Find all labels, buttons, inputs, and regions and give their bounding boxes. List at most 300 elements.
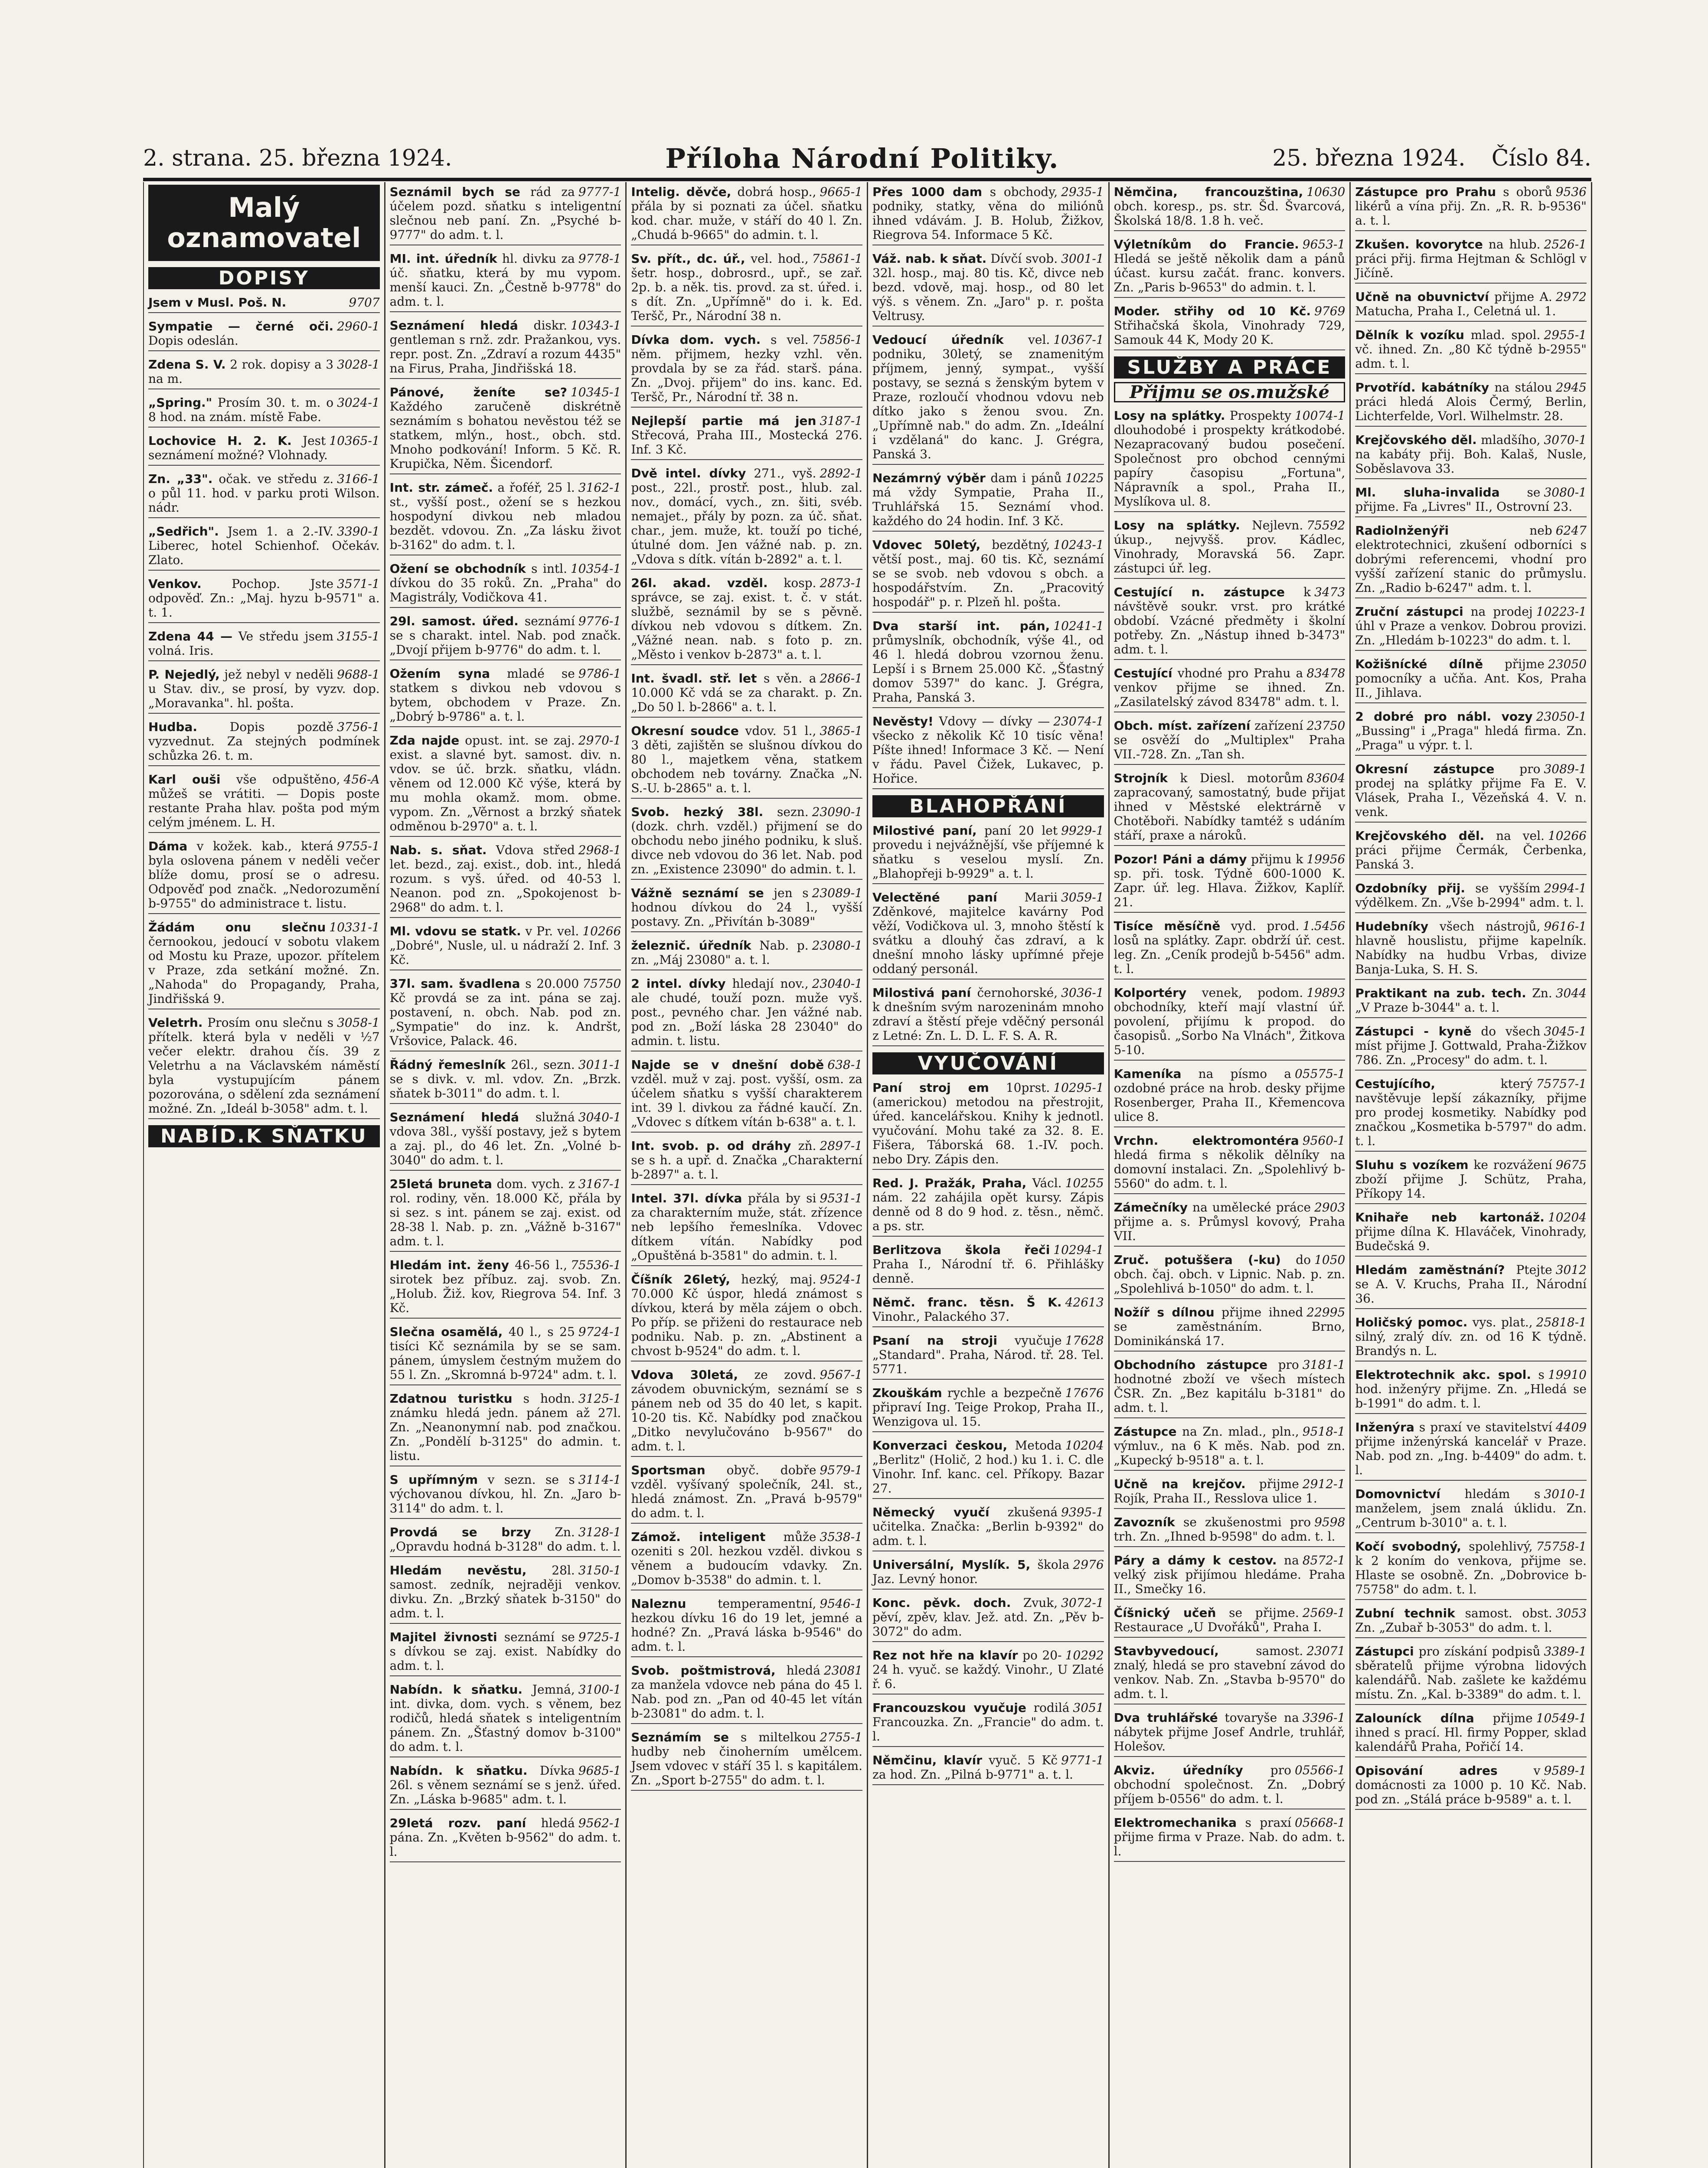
- ad-text: na umělecké práce přijme a. s. Průmysl kovový, Praha VII.: [1114, 1200, 1345, 1243]
- ad-heading: Int. str. zámeč.: [389, 480, 493, 495]
- classified-ad: [390, 562, 621, 608]
- ad-text: „Bussing" i „Praga" hledá firma. Zn. „Praga" u výpr. t. l.: [1355, 724, 1587, 752]
- classified-ad: [390, 1682, 621, 1757]
- ad-number: 9579-1: [820, 1463, 862, 1477]
- ad-separator: [1355, 1704, 1587, 1705]
- classified-ad: [1114, 852, 1345, 913]
- ad-heading: Číšnický učeň: [1114, 1606, 1216, 1620]
- classified-ad: [1355, 709, 1587, 756]
- ad-number: 10204: [1548, 1210, 1587, 1224]
- ad-heading: Seznámení hledá: [389, 318, 518, 333]
- ad-number: 10255: [1065, 1176, 1104, 1190]
- ad-text: zkušená učitelka. Značka: „Berlin b-9392" do adm. t. l.: [872, 1505, 1104, 1548]
- ad-number: 9536: [1555, 185, 1587, 199]
- ad-text: se přijme. Fa „Livres" II., Ostrovní 23.: [1355, 485, 1573, 514]
- section-vyucovani: VYUČOVÁNÍ: [872, 1052, 1104, 1074]
- ad-number: 10367-1: [1053, 333, 1104, 347]
- ad-text: 271., vyš. post., 22l., prostř. post., hlub. zal. nov., domácí, vych., zn. šiti, svéb. nemajet., přály by pozn. za úč. sňat. char., jem. muže, kt. touží po tiché, útulné dom. Jen vážné nab. p. zn. „Vdova s dítk. vítán b-2892" a. t. l.: [631, 466, 862, 566]
- ad-heading: Lochovice H. 2. K.: [148, 434, 292, 448]
- ad-text: vyučuje „Standard". Praha, Národ. tř. 28. Tel. 5771.: [872, 1333, 1104, 1376]
- classified-ad: [1355, 380, 1587, 427]
- classified-ad: [390, 251, 621, 312]
- classified-ad: [631, 805, 862, 880]
- classified-ad: [631, 1730, 862, 1791]
- classified-ad: [872, 1648, 1104, 1695]
- ad-separator: [872, 788, 1104, 789]
- ad-number: 9786-1: [578, 666, 621, 681]
- classified-ad: [148, 720, 380, 766]
- ad-heading: 26l. akad. vzděl.: [631, 576, 768, 590]
- classified-ad: [872, 333, 1104, 465]
- ad-text: s 20.000 Kč provdá se za int. pána se zaj. postavení, n. obch. Nab. pod zn. „Sympatie" do inz. k. Andršt, Vršovice, Palack. 46.: [389, 976, 621, 1048]
- ad-text: s hodn. známku hledá jedn. pánem až 27l. Zn. „Neanonymní nab. pod značkou. Zn. „Pondělí b-3125" do admin. t. listu.: [389, 1391, 621, 1463]
- ad-heading: Dělník k vozíku: [1355, 328, 1464, 342]
- classified-ad: [1114, 1067, 1345, 1127]
- ad-text: hledá firma s několik dělníky na domovní instalaci. Zn. „Spolehlivý b-5560" do adm. t. l.: [1114, 1148, 1345, 1191]
- classified-ad: [1355, 328, 1587, 374]
- ad-heading: Losy na splátky.: [1114, 408, 1225, 423]
- ad-heading: Sv. přít., dc. úř.,: [631, 251, 745, 266]
- ad-heading: Přes 1000 dam: [872, 185, 983, 199]
- ad-heading: Zdena S. V.: [148, 357, 226, 372]
- ad-text: s praxí přijme firma v Praze. Nab. do adm. t. l.: [1114, 1815, 1345, 1858]
- ad-text: přijme pomocníky a učňa. Ant. Kos, Praha II., Jihlava.: [1355, 657, 1587, 700]
- ad-number: 10331-1: [329, 920, 380, 934]
- ad-heading: Zubní technik: [1355, 1606, 1455, 1620]
- ad-heading: Zástupce: [1114, 1424, 1177, 1439]
- ad-heading: Akviz. úředníky: [1114, 1763, 1243, 1777]
- ad-text: k návštěvě soukr. vrst. pro krátké období. Vzácné předměty i školní potřeby. Zn. „Nástup ihned b-3473" adm. t. l.: [1114, 585, 1345, 656]
- classified-ad: [148, 524, 380, 571]
- ad-separator: [1114, 1637, 1345, 1638]
- ad-text: k Diesl. motorům zapracovaný, samostatný, bude přijat ihned v Městské elektrárně v Chotěboři. Nabídky tamtéž s udáním stáří, praxe a nároků.: [1114, 771, 1345, 842]
- ad-separator: [390, 311, 621, 312]
- ad-number: 2755-1: [820, 1730, 862, 1744]
- ad-text: vyd. prod. losů na splátky. Zapr. obdrží úř. cest. leg. Zn. „Ceník prodejů b-5456" adm. t. l.: [1114, 919, 1345, 976]
- ad-number: 23090-1: [812, 805, 862, 819]
- ad-heading: Knihaře neb kartonáž.: [1355, 1210, 1545, 1224]
- ad-number: 23089-1: [812, 886, 862, 900]
- ad-separator: [1355, 1637, 1587, 1638]
- ad-number: 3028-1: [337, 357, 380, 372]
- classified-ad: [631, 1663, 862, 1724]
- ad-number: 23071: [1306, 1644, 1345, 1658]
- ad-separator: [148, 622, 380, 623]
- ad-separator: [148, 660, 380, 661]
- ad-text: Zn. „Opravdu hodná b-3128" do adm. t. l.: [389, 1525, 621, 1554]
- ad-number: 10266: [582, 924, 621, 938]
- ad-separator: [1114, 1351, 1345, 1352]
- ad-number: 9685-1: [578, 1763, 621, 1778]
- ad-text: se zkušenostmi pro trh. Zn. „Ihned b-9598" do adm. t. l.: [1114, 1515, 1336, 1544]
- ad-heading: Učně na obuvnictví: [1355, 290, 1489, 304]
- classified-ad: [872, 619, 1104, 708]
- ad-number: 9598: [1314, 1515, 1345, 1529]
- ad-heading: Milostivá paní: [872, 986, 971, 1000]
- ad-separator: [872, 1589, 1104, 1590]
- classified-ad: [390, 1177, 621, 1252]
- ad-number: 2526-1: [1544, 237, 1587, 251]
- ad-text: Zn. „V Praze b-3044" a. t. l.: [1355, 986, 1552, 1015]
- classified-ad: [1355, 1263, 1587, 1309]
- classified-ad: [1114, 1200, 1345, 1247]
- classified-ad: [631, 1272, 862, 1362]
- ad-separator: [390, 1103, 621, 1104]
- ad-heading: Krejčovského děl.: [1355, 829, 1485, 843]
- ad-heading: Číšník 26letý,: [631, 1272, 730, 1286]
- classified-ad: [631, 1597, 862, 1657]
- ad-separator: [148, 570, 380, 571]
- ad-separator: [390, 836, 621, 837]
- ad-separator: [872, 326, 1104, 327]
- ad-text: s věn. a 10.000 Kč vdá se za charakt. p. Zn. „Do 50 l. b-2866" a. t. l.: [631, 671, 862, 714]
- ad-text: Vdovy — dívky — všecko z několik Kč 10 tisíc věna! Píšte ihned! Informace 3 Kč. — Není v řádu. Pavel Čižek, Lukavec, p. Hořice.: [872, 714, 1104, 786]
- ad-text: kosp. správce, se zaj. exist. t. č. v stát. službě, seznámil by se s pěvně. dívkou neb vdovou s dítkem. Zn. „Vážné nean. nab. s foto p. zn. „Město i venkov b-2873" a. t. l.: [631, 576, 862, 662]
- ad-heading: Ozdobníky přij.: [1355, 881, 1465, 895]
- ad-number: 9560-1: [1302, 1133, 1345, 1148]
- ad-heading: Psaní na stroji: [872, 1333, 997, 1348]
- ad-heading: Hudba.: [148, 720, 197, 734]
- ad-separator: [1114, 349, 1345, 350]
- ad-separator: [631, 1790, 862, 1791]
- ad-separator: [148, 312, 380, 313]
- ad-text: zařízení se osvěží do „Multiplex" Praha VII.-728. Zn. „Tan sh.: [1114, 718, 1345, 761]
- ad-separator: [1114, 912, 1345, 913]
- ad-separator: [1114, 1417, 1345, 1418]
- ad-number: 17676: [1065, 1386, 1104, 1400]
- column-1: [144, 182, 385, 2168]
- classified-ad: [631, 1191, 862, 1266]
- ad-text: Zvuk, pěví, zpěv, klav. Jež. atd. Zn. „Pěv b-3072" do adm.: [872, 1596, 1104, 1639]
- ad-heading: Int. svob. p. od dráhy: [631, 1139, 791, 1153]
- ad-heading: Ml. vdovu se statk.: [389, 924, 521, 938]
- section-blahopreni: BLAHOPŘÁNÍ: [872, 795, 1104, 817]
- ad-number: 05566-1: [1294, 1763, 1345, 1777]
- ad-separator: [631, 569, 862, 570]
- classified-ad: [390, 1058, 621, 1104]
- ad-text: přijmu k sp. při. tosk. Týdně 600-1000 K. Zapr. úř. leg. Hlava. Žižkov, Kaplíř. 21.: [1114, 852, 1345, 909]
- ad-heading: 25letá bruneta: [389, 1177, 492, 1191]
- ad-text: vše odpuštěno, můžeš se vrátiti. — Dopis poste restante Praha hlav. pošta pod mým celým jménem. L. H.: [148, 772, 380, 829]
- ad-text: samost. obst. Zn. „Zubař b-3053" do adm. t. l.: [1355, 1606, 1552, 1635]
- ad-heading: Dívka dom. vych.: [631, 333, 761, 347]
- ad-separator: [872, 1641, 1104, 1642]
- classified-ad: [390, 924, 621, 970]
- ad-number: 3040-1: [578, 1110, 621, 1124]
- ad-separator: [390, 378, 621, 379]
- ad-number: 17628: [1065, 1333, 1104, 1348]
- ad-text: Prospekty dlouhodobé i prospekty krátkodobé. Nezapracovaný budou posečení. Společnost pro obchod cennými papíry časopisu „Fortuna", Nápravník a spol., Praha II., Myslíkova ul. 8.: [1114, 408, 1345, 509]
- ad-text: černookou, jedoucí v sobotu vlakem od Mostu ku Praze, upozor. přítelem v Praze, zda setkání možné. Zn. „Nahoda" do Propagandy, Praha, Jindřišská 9.: [148, 934, 380, 1006]
- classified-ad: [872, 251, 1104, 327]
- ad-text: spolehlivý, k 2 koním do venkova, přijme se. Hlaste se osobně. Zn. „Dobrovice b-75758" do adm. t. l.: [1355, 1539, 1587, 1597]
- ad-number: 3128-1: [578, 1525, 621, 1539]
- ad-separator: [1355, 230, 1587, 231]
- ad-number: 3051: [1073, 1701, 1104, 1715]
- ad-heading: Holičský pomoc.: [1355, 1315, 1468, 1329]
- ad-text: mladé se statkem s divkou neb vdovou s bytem, obchodem v Praze. Zn. „Dobrý b-9786" a. t. l.: [389, 666, 621, 724]
- classified-ad: [390, 1391, 621, 1466]
- ad-separator: [390, 1623, 621, 1624]
- ad-separator: [1114, 979, 1345, 980]
- ad-text: hledá pána. Zn. „Květen b-9562" do adm. t. l.: [389, 1816, 621, 1859]
- ad-heading: Hledám zaměstnání?: [1355, 1263, 1505, 1277]
- ad-heading: Intelig. děvče,: [631, 185, 732, 199]
- ad-heading: Německý vyučí: [872, 1505, 990, 1519]
- ad-heading: Inženýra: [1355, 1420, 1414, 1434]
- classified-ad: [148, 395, 380, 428]
- ad-separator: [1355, 283, 1587, 284]
- ad-number: 9546-1: [820, 1597, 862, 1611]
- ad-separator: [1355, 1809, 1587, 1810]
- ad-number: 05668-1: [1294, 1815, 1345, 1830]
- ad-number: 9724-1: [578, 1325, 621, 1339]
- ad-text: Metoda „Berlitz" (Holič, 2 hod.) ku 1. i. C. dle Vinohr. Inf. kanc. cel. Příkopy. Bazar 27.: [872, 1438, 1104, 1495]
- ad-number: 3473: [1314, 585, 1345, 599]
- ad-heading: Vdovec 50letý,: [872, 538, 981, 552]
- ad-number: 10204: [1065, 1438, 1104, 1453]
- ad-number: 2873-1: [820, 576, 862, 590]
- classified-ad: [631, 466, 862, 570]
- ad-number: 2970-1: [578, 733, 621, 748]
- classified-ad: [148, 920, 380, 1009]
- ad-heading: Konverzaci českou,: [872, 1438, 1008, 1453]
- classified-ad: [872, 1243, 1104, 1289]
- ad-number: 9524-1: [820, 1272, 862, 1286]
- ad-number: 2994-1: [1544, 881, 1587, 895]
- ad-heading: Okresní soudce: [631, 724, 739, 738]
- ad-number: 9665-1: [820, 185, 862, 199]
- ad-heading: Kožišnícké dílně: [1355, 657, 1483, 671]
- classified-ad: [872, 714, 1104, 789]
- ad-number: 23081: [823, 1663, 862, 1678]
- ad-separator: [390, 1861, 621, 1862]
- ad-heading: Krejčovského děl.: [1355, 433, 1477, 447]
- ad-separator: [872, 1288, 1104, 1289]
- ad-text: na hlub. práci přij. firma Hejtman & Schlögl v Jičíně.: [1355, 237, 1587, 280]
- ad-heading: 29letá rozv. paní: [389, 1816, 526, 1830]
- ad-separator: [872, 612, 1104, 613]
- ad-heading: Zámečníky: [1114, 1200, 1188, 1215]
- ad-heading: Majitel živnosti: [389, 1630, 497, 1644]
- ad-text: mladšího, na kabáty přij. Boh. Kalaš, Nusle, Soběslavova 33.: [1355, 433, 1587, 476]
- ad-number: 1.5456: [1303, 919, 1345, 933]
- ad-separator: [872, 979, 1104, 980]
- ad-heading: 2 dobré pro nábl. vozy: [1355, 709, 1533, 724]
- ad-separator: [148, 913, 380, 914]
- ad-number: 3187-1: [820, 414, 862, 428]
- ad-number: 10354-1: [570, 562, 621, 576]
- classified-ad: [631, 1463, 862, 1524]
- classified-ad: [631, 251, 862, 327]
- ad-heading: Dáma: [148, 839, 188, 853]
- ad-heading: Tisíce měsíčně: [1114, 919, 1221, 933]
- classified-ad: [1355, 657, 1587, 703]
- ad-heading: Sluhu s vozíkem: [1355, 1158, 1469, 1172]
- classified-ad: [631, 576, 862, 665]
- ad-separator: [1355, 1361, 1587, 1362]
- classified-ad: [148, 1015, 380, 1119]
- ad-separator: [1355, 1413, 1587, 1414]
- ad-text: hledám s manželem, jsem znalá úklidu. Zn. „Centrum b-3010" a. t. l.: [1355, 1487, 1587, 1530]
- ad-number: 2903: [1314, 1200, 1345, 1215]
- classified-ad: [1355, 1711, 1587, 1757]
- ad-separator: [148, 350, 380, 351]
- ad-heading: Sympatie — černé oči.: [148, 319, 334, 333]
- classified-ad: [148, 629, 380, 661]
- ad-separator: [1355, 516, 1587, 517]
- ad-heading: Váž. nab. k sňat.: [872, 251, 987, 266]
- ad-heading: Rez not hře na klavír: [872, 1648, 1018, 1662]
- ad-text: přála by si za charakterním muže, stát. zřízence neb lepšího řemeslníka. Vdovec dítkem vítán. Nabídky pod „Opuštěná b-3581" do admin. t. l.: [631, 1191, 862, 1263]
- ad-heading: Učně na krejčov.: [1114, 1477, 1246, 1491]
- ad-heading: Zámož. inteligent: [631, 1530, 766, 1544]
- ad-text: seznámí se s charakt. intel. Nab. pod značk. „Dvojí přijem b-9776" do adm. t. l.: [389, 614, 621, 657]
- ad-heading: Obch. míst. zařízení: [1114, 718, 1251, 733]
- classified-ad: [1355, 604, 1587, 651]
- ad-number: 10549-1: [1536, 1711, 1587, 1725]
- classified-ad: [631, 1058, 862, 1133]
- ad-heading: Seznámím se: [631, 1730, 729, 1744]
- ad-heading: Němčinu, klavír: [872, 1753, 983, 1767]
- ad-number: 9589-1: [1544, 1763, 1587, 1778]
- ad-separator: [872, 1498, 1104, 1499]
- ad-number: 22995: [1306, 1305, 1345, 1319]
- ad-text: jen s hodnou dívkou do 24 l., vyšší postavy. Zn. „Přivítán b-3089": [631, 886, 862, 929]
- classified-ad: [1355, 1210, 1587, 1257]
- ad-heading: Milostivé paní,: [872, 823, 977, 838]
- ad-separator: [1355, 1151, 1587, 1152]
- ad-heading: Paní stroj em: [872, 1081, 989, 1095]
- ad-separator: [631, 1523, 862, 1524]
- ad-heading: Universální, Myslík. 5,: [872, 1557, 1031, 1572]
- ad-text: Jemná, int. divka, dom. vych. s věnem, bez rodičů, hledá sňatek s inteligentním pánem. Zn. „Šťastný domov b-3100" do adm. t. l.: [389, 1682, 621, 1754]
- ad-number: 23050: [1548, 657, 1587, 671]
- ad-text: 2 rok. dopisy a 3 na m.: [148, 357, 334, 386]
- ad-text: vel. podniku, 30letý, se znamenitým příjmem, jenný, sympat., vyšší postavy, se sezná s ženským bytem v Praze, rozloučí vhodnou vdovu neb dítko jako s ženou svou. Zn. „Upřímně nab." do adm. Zn. „Ideální i vzdělaná" do kanc. J. Grégra, Panská 3.: [872, 333, 1104, 461]
- ad-heading: Vážně seznámí se: [631, 886, 764, 900]
- ad-text: vyuč. 5 Kč za hod. Zn. „Pilná b-9771" a. t. l.: [872, 1753, 1073, 1782]
- ad-heading: Kočí svobodný,: [1355, 1539, 1462, 1554]
- ad-number: 23074-1: [1053, 714, 1104, 728]
- ad-separator: [872, 464, 1104, 465]
- ad-text: Pochop. Jste odpověď. Zn.: „Maj. hyzu b-9571" a. t. 1.: [148, 577, 380, 620]
- ad-number: 9567-1: [820, 1368, 862, 1382]
- column-3: [627, 182, 868, 2168]
- ad-text: neb elektrotechnici, zkušení odborníci s dobrými referencemi, vhodní pro vyšší zařízení stanic do průmyslu. Zn. „Radio b-6247" adm. t. l.: [1355, 523, 1587, 595]
- ad-heading: Hudebníky: [1355, 919, 1429, 934]
- ad-number: 10365-1: [329, 434, 380, 448]
- ad-number: 9776-1: [578, 614, 621, 628]
- ad-heading: Zn. „33".: [148, 472, 213, 486]
- ad-separator: [390, 1384, 621, 1385]
- classified-ad: [1355, 829, 1587, 875]
- ad-heading: Řádný řemeslník: [389, 1058, 506, 1072]
- ad-separator: [631, 664, 862, 665]
- ad-text: sezn. (dozk. chrh. vzděl.) přijmení se do obchodu nebo jiného podniku, k sluš. divce neb vdovou do 36 let. Nab. pod zn. „Existence 23090" do admin. t. l.: [631, 805, 862, 876]
- ad-heading: Naleznu: [631, 1597, 686, 1611]
- ad-separator: [390, 1170, 621, 1171]
- ad-heading: „Sedřich".: [148, 524, 219, 539]
- ad-heading: Intel. 37l. dívka: [631, 1191, 742, 1205]
- ad-separator: [1355, 874, 1587, 875]
- ad-text: s oborů likérů a vína přij. Zn. „R. R. b-9536" a. t. l.: [1355, 185, 1587, 228]
- ad-number: 10266: [1548, 829, 1587, 843]
- ad-number: 10343-1: [570, 318, 621, 333]
- ad-heading: Vdova 30letá,: [631, 1368, 738, 1382]
- ad-heading: Nab. s. sňat.: [389, 843, 487, 857]
- ad-number: 3036-1: [1061, 986, 1104, 1000]
- classified-ad: [872, 1557, 1104, 1590]
- classified-ad: [872, 1176, 1104, 1237]
- classified-ad: [390, 1110, 621, 1171]
- ad-text: Nab. p. zn. „Máj 23080" a. t. l.: [631, 938, 809, 967]
- classified-ad: [1355, 433, 1587, 479]
- ad-separator: [872, 1379, 1104, 1380]
- ad-separator: [148, 427, 380, 428]
- ad-separator: [148, 713, 380, 714]
- classified-ad: [390, 1763, 621, 1810]
- ad-number: 9653-1: [1302, 237, 1345, 251]
- ad-heading: Elektromechanika: [1114, 1815, 1237, 1830]
- ad-separator: [390, 1251, 621, 1252]
- classified-ad: [1114, 771, 1345, 846]
- ad-separator: [1355, 822, 1587, 823]
- ad-heading: Němčina, francouzština,: [1114, 185, 1303, 199]
- ad-separator: [390, 1675, 621, 1676]
- classified-ad: [390, 843, 621, 918]
- classified-ad: [390, 1816, 621, 1862]
- classified-ad: [631, 1139, 862, 1185]
- classified-ad: [872, 1753, 1104, 1785]
- ad-separator: [872, 1236, 1104, 1237]
- ad-text: pro obchodní společnost. Zn. „Dobrý příjem b-0556" do adm. t. l.: [1114, 1763, 1345, 1806]
- ad-text: ke rozvážení zboží přijme J. Schütz, Praha, Příkopy 14.: [1355, 1158, 1587, 1201]
- column-4: [868, 182, 1110, 2168]
- ad-number: 3865-1: [820, 724, 862, 738]
- ad-number: 3089-1: [1544, 762, 1587, 776]
- ad-text: v sezn. se s výchovanou dívkou, hl. Zn. „Jaro b-3114" do adm. t. l.: [389, 1473, 621, 1515]
- ad-number: 83478: [1306, 666, 1345, 680]
- classified-ad: [390, 1258, 621, 1319]
- ad-text: přijme Rojík, Praha II., Resslova ulice 1.: [1114, 1477, 1317, 1505]
- ad-number: 3100-1: [578, 1682, 621, 1697]
- ad-text: na stálou práci hledá Alois Čermý, Berlin, Lichterfelde, Vorl. Wilhelmstr. 28.: [1355, 380, 1587, 423]
- ad-heading: 2 intel. dívky: [631, 976, 726, 991]
- ad-separator: [1114, 1599, 1345, 1600]
- ad-heading: Svob. hezký 38l.: [631, 805, 764, 819]
- ad-text: hledá za manžela vdovce neb pána do 45 l. Nab. pod zn. „Pan od 40-45 let vítán b-23081" do adm. t. l.: [631, 1663, 862, 1721]
- classified-ad: [1355, 1644, 1587, 1705]
- classified-ad: [1355, 185, 1587, 231]
- ad-text: rád za účelem pozd. sňatku s inteligentní slečnou neb paní. Zn. „Psyché b-9777" do adm. t. l.: [389, 185, 621, 242]
- ad-separator: [1114, 845, 1345, 846]
- ad-number: 1050: [1314, 1253, 1345, 1267]
- classified-ad: [390, 976, 621, 1051]
- ad-number: 10295-1: [1053, 1081, 1104, 1095]
- ad-heading: Okresní zástupce: [1355, 762, 1495, 776]
- classified-ad: [1355, 1539, 1587, 1600]
- ad-text: hledají nov., ale chudé, touží pozn. muže vyš. post., pevného char. Jen vážné nab. pod zn. „Boží láska 28 23040" do admin. t. listu.: [631, 976, 862, 1048]
- classified-ad: [390, 385, 621, 474]
- ad-separator: [1114, 1546, 1345, 1547]
- ad-heading: Nabídn. k sňatku.: [389, 1763, 528, 1778]
- ad-heading: Nožíř s dílnou: [1114, 1305, 1215, 1319]
- classified-ad: [1355, 1487, 1587, 1533]
- ad-text: se přijme. Restaurace „U Dvořáků", Praha I.: [1114, 1606, 1322, 1634]
- ad-heading: Hledám nevěstu,: [389, 1563, 527, 1577]
- ad-heading: Zkouškám: [872, 1386, 942, 1400]
